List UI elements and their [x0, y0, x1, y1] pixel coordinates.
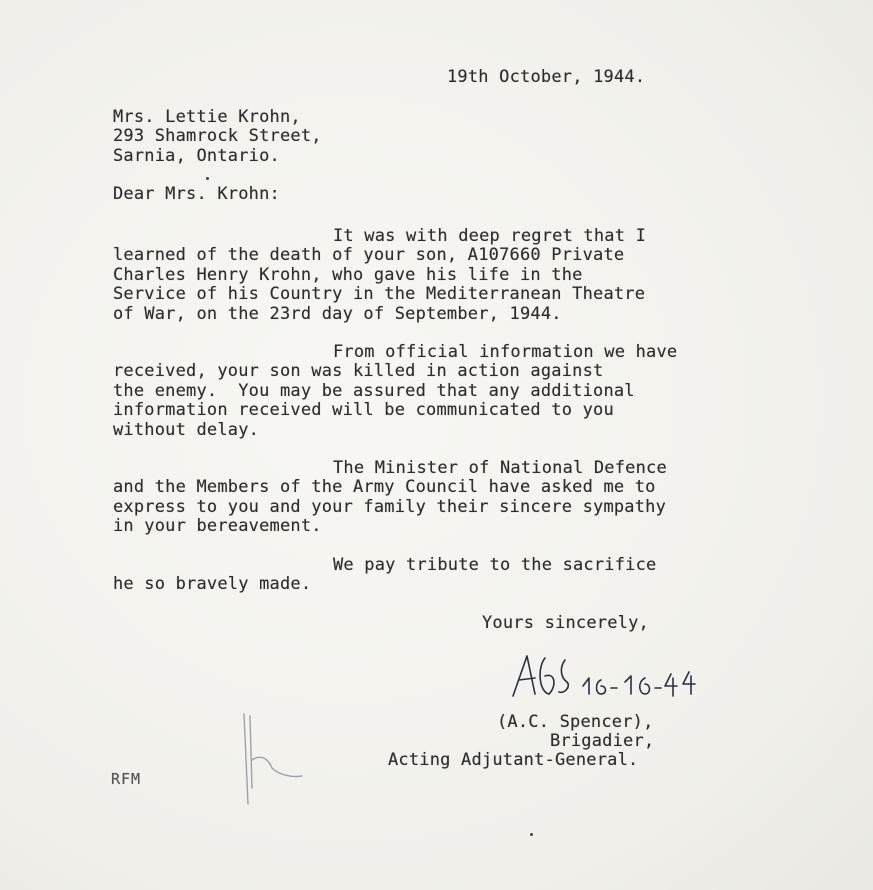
salutation: Dear Mrs. Krohn:: [113, 184, 280, 204]
paragraph-line: We pay tribute to the sacrifice: [333, 555, 657, 575]
paragraph-line: Service of his Country in the Mediterranean Theatre: [113, 284, 646, 305]
paragraph-1: [113, 227, 646, 324]
recipient-city: Sarnia, Ontario.: [113, 146, 280, 166]
signatory-rank: Brigadier,: [550, 731, 655, 751]
recipient-street: 293 Shamrock Street,: [113, 126, 322, 146]
paragraph-line: From official information we have: [333, 342, 678, 362]
paragraph-line: express to you and your family their sincere sympathy: [113, 496, 667, 517]
speck: [530, 833, 533, 836]
paragraph-line: The Minister of National Defence: [333, 458, 667, 478]
paragraph-2: [113, 343, 677, 440]
paragraph-line: received, your son was killed in action against: [113, 361, 604, 382]
handwritten-initials-signature: [505, 648, 705, 708]
paragraph-line: without delay.: [113, 419, 260, 440]
pencil-mark: [232, 708, 312, 808]
paragraph-line: the enemy. You may be assured that any additional: [113, 380, 635, 401]
paragraph-3: [113, 459, 667, 537]
paragraph-line: learned of the death of your son, A107660 Private: [113, 245, 625, 266]
paragraph-line: he so bravely made.: [113, 574, 312, 595]
letter-date: 19th October, 1944.: [447, 67, 646, 87]
signatory-title: Acting Adjutant-General.: [388, 750, 639, 770]
paragraph-line: in your bereavement.: [113, 516, 322, 537]
paragraph-line: of War, on the 23rd day of September, 1944.: [113, 303, 562, 324]
paragraph-line: and the Members of the Army Council have asked me to: [113, 477, 656, 498]
speck: [206, 177, 209, 180]
paragraph-line: It was with deep regret that I: [333, 226, 647, 246]
recipient-name: Mrs. Lettie Krohn,: [113, 107, 301, 127]
closing: Yours sincerely,: [482, 613, 649, 633]
typist-initials: RFM: [111, 770, 142, 788]
paragraph-line: Charles Henry Krohn, who gave his life in the: [113, 264, 583, 285]
paragraph-4: [113, 556, 656, 595]
paragraph-line: information received will be communicated to you: [113, 400, 614, 421]
signatory-name: (A.C. Spencer),: [497, 712, 654, 732]
